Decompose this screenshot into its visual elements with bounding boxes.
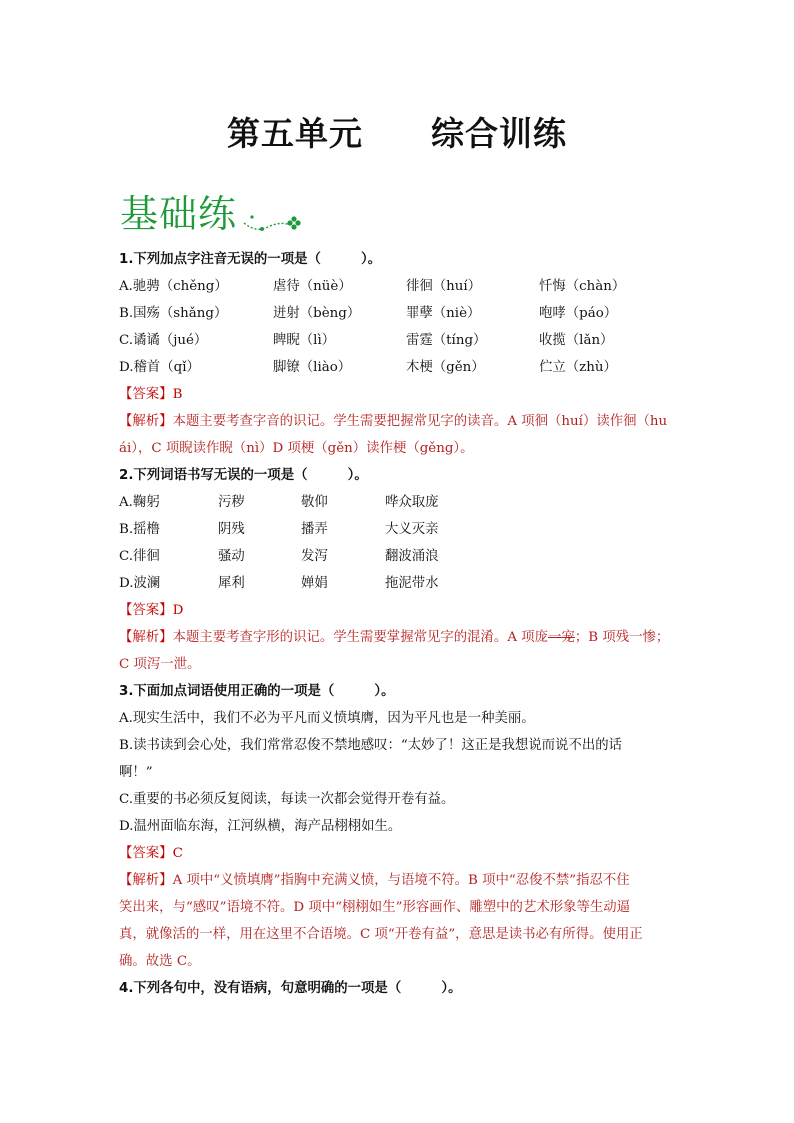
explanation-text: 本题主要考查字音的识记。学生需要把握常见字的读音。A 项徊（huí）读作徊（hu <box>172 414 668 429</box>
q1-option-row-b <box>119 300 679 327</box>
q1-answer <box>119 381 679 408</box>
q3-option-d: D.温州面临东海，江河纵横，海产品栩栩如生。 <box>119 819 402 834</box>
q2-a-3: 敬仰 <box>301 495 328 510</box>
content <box>119 246 679 1002</box>
q2-d-2: 犀利 <box>218 576 245 591</box>
q2-c-4: 翻波涌浪 <box>385 549 439 564</box>
q1-d-3: 木梗（gěn） <box>406 360 485 375</box>
vine-decoration-icon <box>242 211 302 235</box>
q3-answer <box>119 840 679 867</box>
q2-b-1: B.摇橹 <box>119 522 160 537</box>
q3-explanation-line-3: 真，就像活的一样，用在这里不合语境。C 项“开卷有益”，意思是读书必有所得。使用正 <box>119 927 643 942</box>
q1-explanation-line-1 <box>119 408 679 435</box>
q1-b-3: 罪孽（niè） <box>406 306 481 321</box>
explanation-correction: 一宠 <box>548 630 575 645</box>
answer-label: 【答案】 <box>119 846 173 861</box>
explanation-text: 本题主要考查字形的识记。学生需要掌握常见字的混淆。A 项庞 <box>172 630 549 645</box>
q1-explanation-line-2: ái），C 项睨读作睨（nì）D 项梗（gěn）读作梗（gěng）。 <box>119 441 474 456</box>
explanation-segment: 形容画作、雕塑中的艺术形象等生动逼 <box>402 900 631 915</box>
answer-label: 【答案】 <box>119 603 173 618</box>
q1-c-1: C.谲谲（jué） <box>119 333 208 348</box>
q1-c-2: 睥睨（lì） <box>273 333 336 348</box>
answer-label: 【答案】 <box>119 387 173 402</box>
q2-explanation-line-2: C 项泻一泄。 <box>119 657 201 672</box>
q1-a-4: 忏悔（chàn） <box>539 279 626 294</box>
q2-option-row-d <box>119 570 679 597</box>
q2-d-3: 婵娟 <box>301 576 328 591</box>
q2-a-4: 哗众取庞 <box>385 495 439 510</box>
q2-c-1: C.徘徊 <box>119 549 160 564</box>
explanation-quote: “栩栩如生” <box>335 900 403 915</box>
section-banner <box>120 183 320 236</box>
answer-value: C <box>172 846 183 861</box>
q1-b-2: 迸射（bèng） <box>273 306 361 321</box>
q2-explanation-line-1 <box>119 624 679 651</box>
answer-value: B <box>172 387 183 402</box>
q1-b-4: 咆哮（páo） <box>539 306 618 321</box>
q1-a-1: A.驰骋（chěng） <box>119 279 228 294</box>
explanation-label: 【解析】 <box>119 630 173 645</box>
explanation-label: 【解析】 <box>119 873 173 888</box>
q2-a-2: 污秽 <box>218 495 245 510</box>
question-4-stem: 4.下列各句中，没有语病，句意明确的一项是（ ）。 <box>119 981 462 996</box>
q1-d-1: D.稽首（qǐ） <box>119 360 200 375</box>
q1-option-row-c <box>119 327 679 354</box>
explanation-text: A 项中“义愤填膺”指胸中充满义愤，与语境不符。B 项中“忍俊不禁”指忍不住 <box>172 873 630 888</box>
q2-c-3: 发泻 <box>301 549 328 564</box>
q3-option-b-line-2: 啊！” <box>119 765 153 780</box>
q3-explanation-line-4: 确。故选 C。 <box>119 954 201 969</box>
answer-value: D <box>172 603 184 618</box>
q2-option-row-b <box>119 516 679 543</box>
q1-b-1: B.国殇（shǎng） <box>119 306 228 321</box>
q2-b-3: 播弄 <box>301 522 328 537</box>
q1-a-3: 徘徊（huí） <box>406 279 482 294</box>
q3-option-a: A.现实生活中，我们不必为平凡而义愤填膺，因为平凡也是一种美丽。 <box>119 711 535 726</box>
explanation-label: 【解析】 <box>119 414 173 429</box>
q2-c-2: 骚动 <box>218 549 245 564</box>
question-3-stem: 3.下面加点词语使用正确的一项是（ ）。 <box>119 684 395 699</box>
q1-option-row-a <box>119 273 679 300</box>
q2-b-4: 大义灭亲 <box>385 522 439 537</box>
q2-d-4: 拖泥带水 <box>385 576 439 591</box>
question-2-stem: 2.下列词语书写无误的一项是（ ）。 <box>119 468 368 483</box>
q2-a-1: A.鞠躬 <box>119 495 160 510</box>
q3-explanation-line-2 <box>119 894 679 921</box>
explanation-segment: 笑出来，与 <box>119 900 186 915</box>
q2-answer <box>119 597 679 624</box>
explanation-quote: “感叹” <box>185 900 227 915</box>
q1-a-2: 虐待（nüè） <box>273 279 352 294</box>
q3-option-b-line-1: B.读书读到会心处，我们常常忍俊不禁地感叹：“太妙了！这正是我想说而说不出的话 <box>119 738 623 753</box>
q1-c-3: 雷霆（tíng） <box>406 333 487 348</box>
q3-explanation-line-1 <box>119 867 679 894</box>
q1-d-2: 脚镣（liào） <box>273 360 352 375</box>
question-1-stem: 1.下列加点字注音无误的一项是（ ）。 <box>119 252 382 267</box>
section-title: 基础练 <box>120 192 238 236</box>
page-title: 第五单元 综合训练 <box>227 114 567 153</box>
q3-option-c: C.重要的书必须反复阅读，每读一次都会觉得开卷有益。 <box>119 792 455 807</box>
explanation-text-cont: ；B 项残一惨； <box>574 630 670 645</box>
q2-b-2: 阴残 <box>218 522 245 537</box>
q1-option-row-d <box>119 354 679 381</box>
q2-d-1: D.波澜 <box>119 576 161 591</box>
q1-d-4: 伫立（zhù） <box>539 360 617 375</box>
explanation-segment: 语境不符。D 项中 <box>226 900 336 915</box>
q2-option-row-a <box>119 489 679 516</box>
q2-option-row-c <box>119 543 679 570</box>
q1-c-4: 收揽（lǎn） <box>539 333 614 348</box>
